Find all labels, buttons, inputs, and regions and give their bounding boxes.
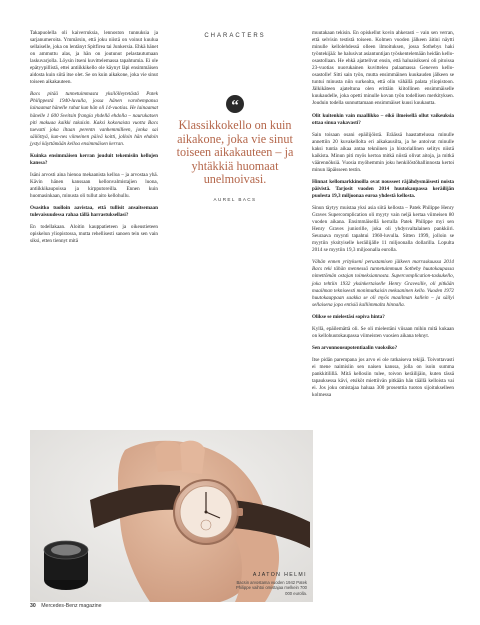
body-paragraph: muutakaan tekisin. En opiskellut kovin ahkerasti – vain sen verran, että selvisin testistä toiseen. Kolmen vuoden jälkeen äitini näytti minulle kellolehdessä olleen ilmoituksen, jossa Sothebys haki työntekijää: he halusivat asiantuntijan työskentelemään heidän kello-osastollaan. He ehkä ajattelivat ensin, että haluaisikseni oli pitoissa 23-vuotias nuorukainen kuvitteleu palaamassa Geneven kello-osastolle! Sitti sain työn, mutta ensimmäinen kuukauden jälkeen se tuntui minusta niin surkealta, että olin vähällä palata yliopistoon. Jälkikäteen ajateltuna olen erittäin kiitollinen ensimmäiselle kuukaudelle, joka opetti minulle kovan työn todellisen merkityksen. Jouduin todella sunnuttamaan ensimmäiset kuusi kuukautta. — [312, 30, 454, 107]
interview-question: Sen arvonnousupotentiaalin vuoksiko? — [312, 344, 398, 351]
body-paragraph: Sinun täytyy muistaa yksi asia siitä kellosta – Patek Philippe Henry Graves Supercomplication oli myyty vain neljä kertaa viimeisen 80 vuoden aikana. Ensimmäisellä kerralla Patek Philippe myi sen Henry Graves juniorille, joka oli yhdysvaltalainen pankkiiri. Seuraava myynti tapahtui 1960-luvulla. Sitten 1999, jolloin se myytiin yksityiselle keräilijälle 11 miljoonalla dollarilla. Lopulta 2014 se myytiin 19,3 miljoonalla eurolla. — [312, 205, 454, 254]
quote-icon: “ — [226, 95, 244, 113]
pull-quote-author: AUREL BACS — [213, 196, 257, 202]
body-paragraph: Takapuolella oli kaiverruksia, lennoston tunnuksia ja sarjanumeroita. Ymmärsin, että joku niistä on voinut kuulua sellaiselle, joka on lentänyt Spitfirea tai Junkersia. Ehkä hänet on ammuttu alas, ja hän on joutunut pelastautumaan laskuvarjolla. Löysin itseni kuvittelemassa tapahtumia. Ei ole epätyypillistä, ettei antiikkikello ole käynyt läpi ensimmäisen aidosta kuin siitä itse olet. Se on kuin aikakone, joka vie sinut toiseen aikakauteen. — [30, 30, 158, 86]
right-text-column — [312, 30, 454, 404]
body-paragraph: En todellakaan. Aloitin kauppatieteen ja oikeustieteen opiskelun yliopistossa, mutta rehellisesti sanoen tein sen vain siksi, etten tiennyt mitä — [30, 224, 158, 245]
italic-paragraph: Vähän ennen yritykseni perustamisen jälkeen marraskuussa 2014 Bacs teki tähän mennessä tunnetuimmuun Sotheby huutokaupassa nimettömän ostajan toimeksiannosta. Supercomplication-taskukello, joka tehtiin 1932 yksinkertaiselle Henry Gravesille, oli pitkään maailman tekniseesti monimutkaisin mekaaninen kello. Vuoden 1972 huutokauppaan saakka se oli myös maailman kallein – ja säilyi sellaisena jopa entisiä kalliimmalta hinnalla. — [312, 259, 454, 308]
middle-column — [170, 30, 300, 202]
photo-caption — [235, 572, 307, 596]
magazine-name: Mercedes-Benz magazine — [41, 603, 102, 609]
watch-photo — [30, 430, 313, 602]
body-paragraph: Isäni arvosti aina hienoa mekaanista kelloa – ja arvostaa yhä. Kävin hänen kanssaan kellonvalmistajien luona, antiikkikaupoissa ja kirpputoreilla. Ennen kuin huomasinkaan, minusta oli tullut aito kellohullu. — [30, 171, 158, 199]
interview-question: Kuinka ensimmäisen kerran jouduit tekemisiin kellojen kanssa? — [30, 152, 158, 166]
interview-question: Olikse se mielestäsi sopiva hinta? — [312, 313, 385, 320]
interview-question: Hinnat kellomarkkinoilla ovat nousseet räjähdysmäisesti noista päivistä. Tarjosit vuoden 2014 huutokaupassa keräilijän puolesta 19,3 miljoonaa euroa yhdestä kellosta. — [312, 178, 454, 199]
caption-text: Bacsin arvostama vuoden 1942 Patek Philippe vaihtoi omistajaa melkein 700 000 eurolla. — [236, 579, 307, 596]
section-label: CHARACTERS — [204, 33, 266, 39]
interview-question: Osasitko tuolloin aavistaa, että tullisit ansaitsemaan tulevaisuudessa rahaa tällä harrastuksellasi? — [30, 205, 158, 219]
interview-question: Olit kuitenkin vain maallikko – eikö ilmeisellä ollut vaikeuksia ottaa sinua vakavasti? — [312, 112, 454, 126]
intro-italic-paragraph: Bacs pitää tunnetuimmasta yksilölleytetästä Patek Philippestä 1940-luvulla, jossa hänen varohempansa lainaamat hänelle rahat kun hän oli 14-vuotias. He lainaamat hänelle 1 600 Sveitsin frangia yhdellä ehdolla – naurukatsen piti makuaa kaikki takaisin. Kaksi kokonaista vuotta Bacs tuevatti joka iltaan perentn vanhemmilleen, jonka sai säilöttyä, kun-nes viimeinen päivä koitti, jolloin hän ehdoin jystyi käyttämään kelloa ensimmäisen kerran. — [30, 91, 158, 147]
caption-title: AJATON HELMI — [252, 571, 307, 578]
body-paragraph: Sain toisaan osani epäilijöistä. Eräässä haastattelussa minulle annettiin 20 kuvakellolta eri aikakausilta, ja he antoivat minulle kaksi tuntia aikaa antaa tekniinen ja historiallinen selitys niistä kaikista. Minun piti myös kertoa mitkä niistä olivat aitoja, ja mitkä väärennöksiä. Vuosia myöhemmin joku henkilöstöhallinnosta kertoi minun läpäisseen testin. — [312, 131, 454, 173]
body-paragraph: Itse pidän parempana jos arvo ei ole ratkaiseva tekijä. Toivottavasti ei mene naimisiin sen naisen kanssa, jolla on isoin summa pankkitilillä. Mitä kellosiin tulee, toivon keräilijäin, kuten tässä tapauksessa kävi, etsiköt miettiivän pitkään hän täällä kelloista vai ei. Jos joku omistajaa haluaa 300 prosenttia tuoton sijoitukselleen kolmessa — [312, 356, 454, 399]
left-text-column — [30, 30, 158, 250]
body-paragraph: Kyllä, epäilemättä oli. Se oli mielestäni viisaan mihin mitä kukaan on kellohuutokaupassa viimeisten vuosien aikana tehnyt. — [312, 325, 454, 339]
page-number: 30 — [30, 603, 36, 609]
pull-quote: Klassikkokello on kuin aikakone, joka vie sinut toiseen aikakauteen – ja yhtäkkiä huomaat unelmoivasi. — [176, 118, 294, 187]
page-footer — [30, 603, 102, 609]
